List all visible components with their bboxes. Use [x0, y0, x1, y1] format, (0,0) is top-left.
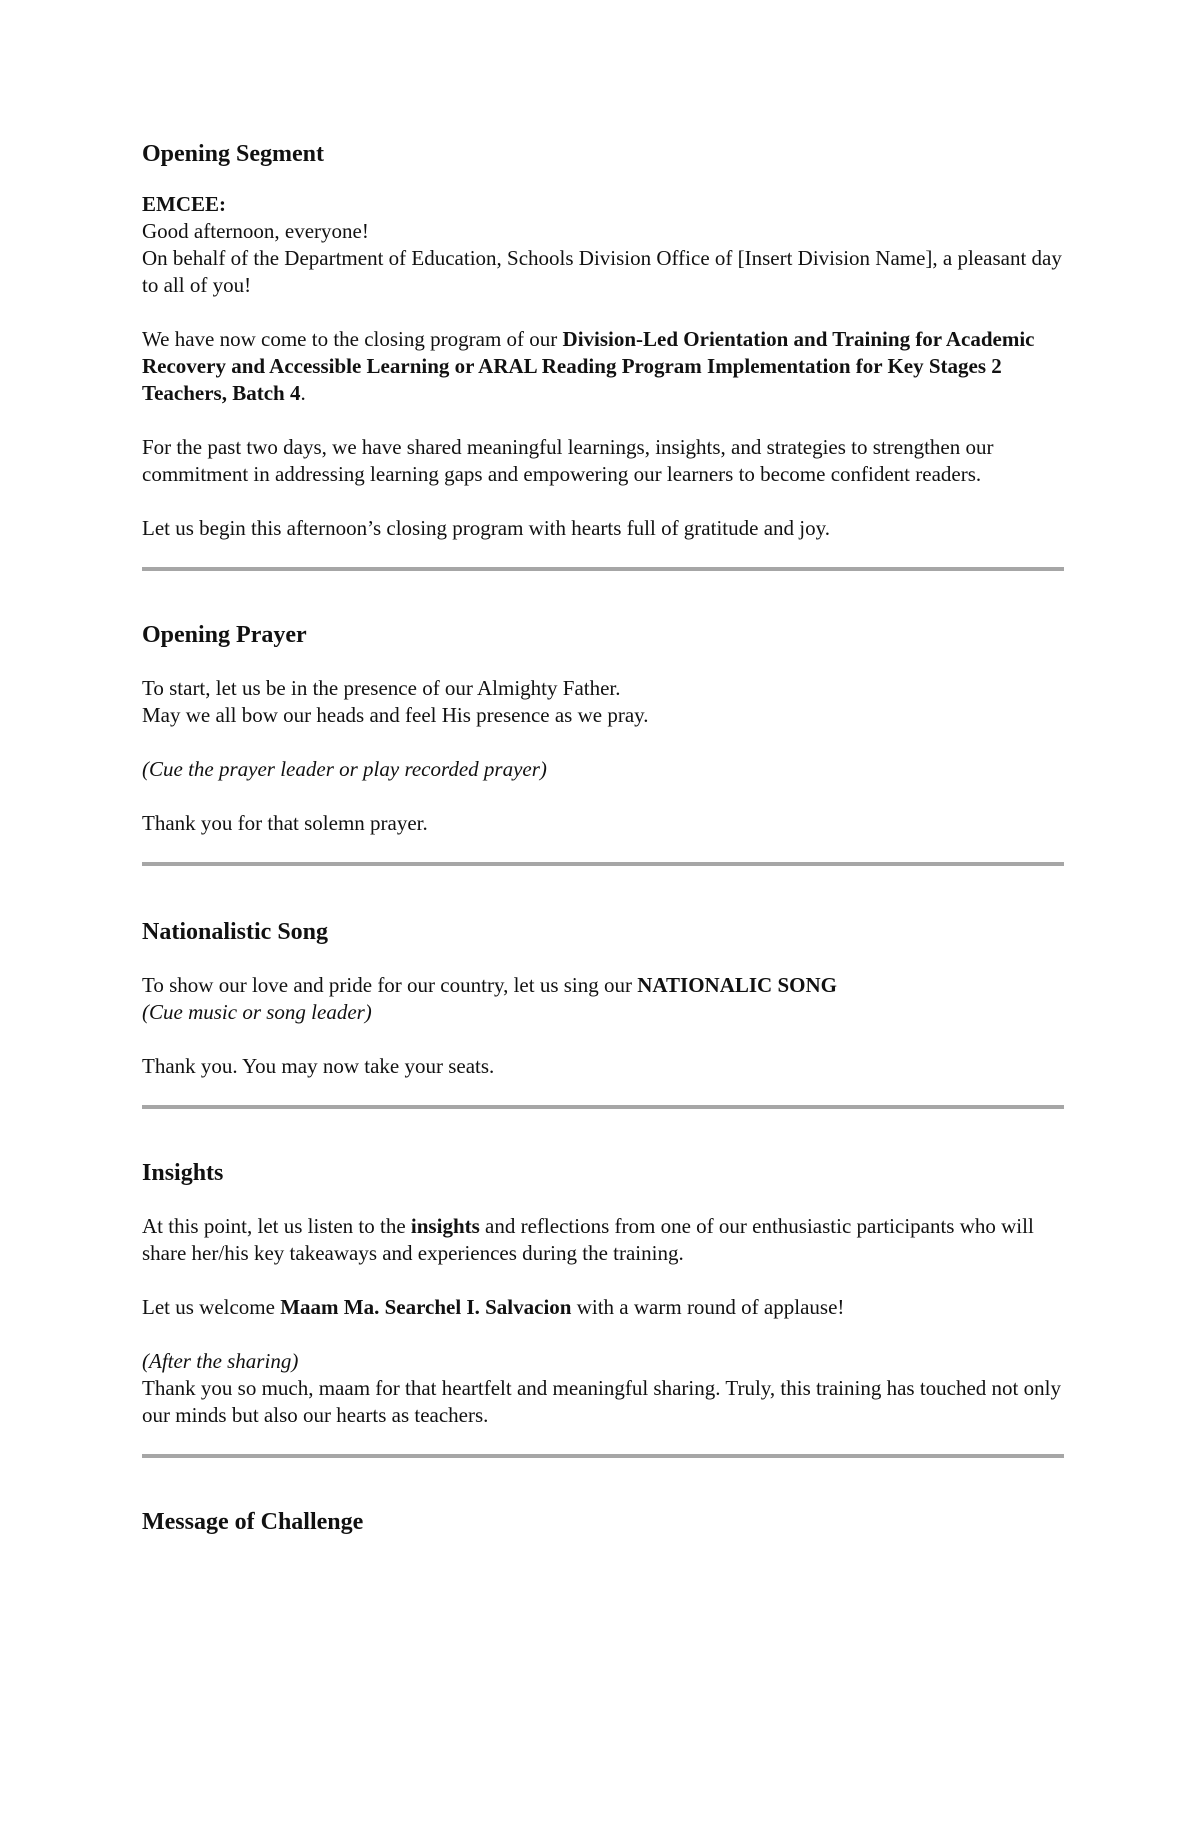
- insights-welcome-b: with a warm round of applause!: [571, 1295, 845, 1319]
- section-heading-insights: Insights: [142, 1160, 224, 1186]
- past-days-text: For the past two days, we have shared meaningful learnings, insights, and strategies to strengthen our commitment in addressing learning gaps and empowering our learners to become confident readers.: [142, 435, 994, 486]
- prayer-line-1: To start, let us be in the presence of our Almighty Father.: [142, 676, 621, 700]
- insights-thanks: Thank you so much, maam for that heartfelt and meaningful sharing. Truly, this training has touched not only our minds but also our hearts as teachers.: [142, 1376, 1061, 1427]
- song-name: NATIONALIC SONG: [637, 973, 837, 997]
- song-cue: [142, 999, 1064, 1026]
- behalf-text: On behalf of the Department of Education, Schools Division Office of [Insert Division Name], a pleasant day to all of you!: [142, 246, 1062, 297]
- begin-text: Let us begin this afternoon’s closing program with hearts full of gratitude and joy.: [142, 516, 830, 540]
- song-cue-text: (Cue music or song leader): [142, 1000, 372, 1024]
- prayer-cue: [142, 756, 1064, 783]
- insights-cue: [142, 1348, 1064, 1375]
- insights-intro-bold: insights: [410, 1214, 480, 1238]
- insights-intro: [142, 1213, 1064, 1267]
- closing-period: .: [300, 381, 306, 405]
- prayer-thanks: Thank you for that solemn prayer.: [142, 811, 428, 835]
- section-heading-message-of-challenge: Message of Challenge: [142, 1509, 364, 1535]
- section-heading-opening-prayer: Opening Prayer: [142, 622, 307, 648]
- closing-intro: We have now come to the closing program of our: [142, 327, 563, 351]
- insights-intro-a: At this point, let us listen to the: [142, 1214, 411, 1238]
- insights-welcome: [142, 1294, 1064, 1321]
- prayer-line-2: May we all bow our heads and feel His presence as we pray.: [142, 703, 649, 727]
- section-heading-nationalistic-song: Nationalistic Song: [142, 919, 329, 945]
- insights-intro-b: and reflections from one of our enthusiastic participants who will share her/his key takeaways and experiences during the training.: [142, 1214, 1034, 1265]
- emcee-label-text: EMCEE:: [142, 192, 226, 216]
- song-thanks: Thank you. You may now take your seats.: [142, 1054, 495, 1078]
- song-intro: [142, 972, 1064, 999]
- document-page: [142, 140, 1064, 1536]
- insights-welcome-a: Let us welcome: [142, 1295, 281, 1319]
- song-intro-text: To show our love and pride for our country, let us sing our: [142, 973, 638, 997]
- prayer-cue-text: (Cue the prayer leader or play recorded prayer): [142, 757, 547, 781]
- greeting-text: Good afternoon, everyone!: [142, 219, 369, 243]
- insights-cue-text: (After the sharing): [142, 1349, 299, 1373]
- program-title: Division-Led Orientation and Training for Academic Recovery and Accessible Learning or ARAL Reading Program Implementation for Key Stages 2 Teachers, Batch 4: [142, 327, 1035, 405]
- emcee-label: [142, 191, 1064, 218]
- closing-program-text: [142, 326, 1064, 407]
- section-heading-opening-segment: Opening Segment: [142, 141, 325, 167]
- speaker-name: Maam Ma. Searchel I. Salvacion: [280, 1295, 572, 1319]
